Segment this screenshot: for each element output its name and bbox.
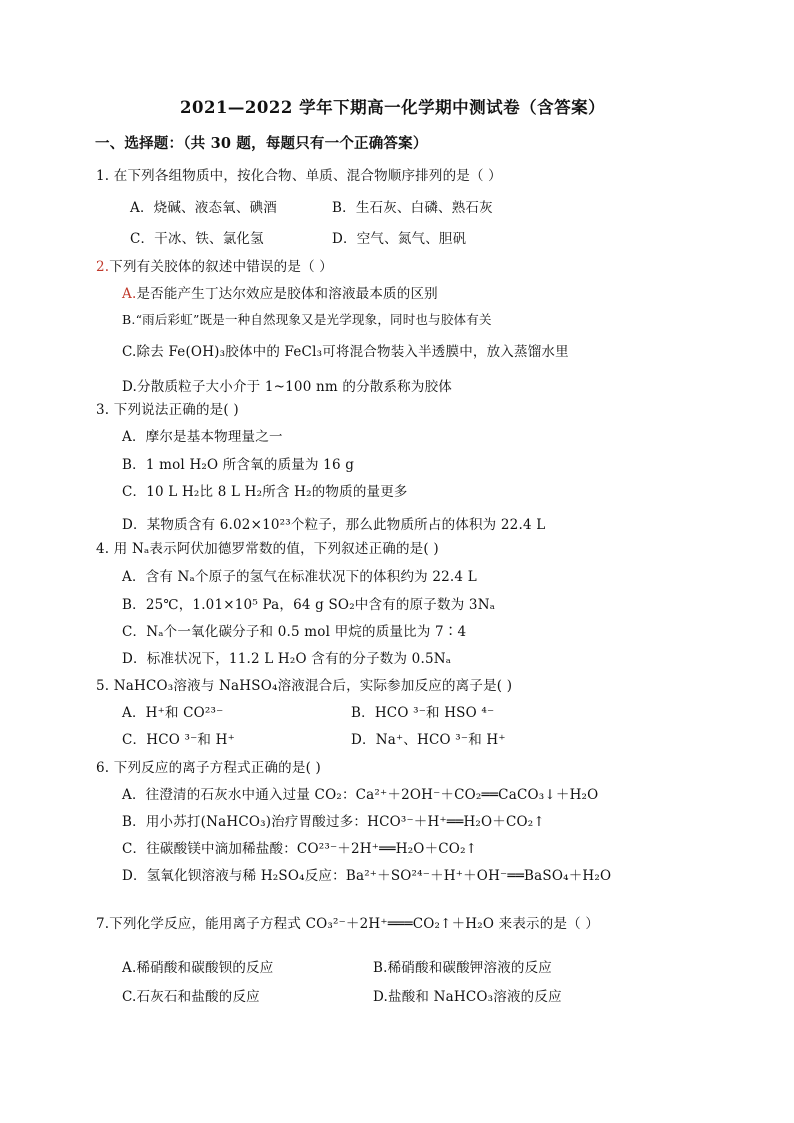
page-title: 2021—2022 学年下期高一化学期中测试卷（含答案）: [180, 98, 606, 117]
question-2-option-a-text: 是否能产生丁达尔效应是胶体和溶液最本质的区别: [136, 286, 438, 302]
question-2-option-c-text: 除去 Fe(OH)₃胶体中的 FeCl₃可将混合物装入半透膜中，放入蒸馏水里: [136, 344, 569, 360]
question-6-option-d: D．氢氧化钡溶液与稀 H₂SO₄反应：Ba²⁺＋SO²⁴⁻＋H⁺＋OH⁻══BaSO₄＋H₂O: [122, 868, 612, 884]
question-5-stem: 5. NaHCO₃溶液与 NaHSO₄溶液混合后，实际参加反应的离子是( ): [96, 678, 513, 694]
question-2-number: 2.: [96, 259, 110, 275]
question-2-stem: [96, 259, 333, 275]
question-3-option-b: B．1 mol H₂O 所含氧的质量为 16 g: [122, 457, 355, 473]
question-1-option-a: A．烧碱、液态氧、碘酒: [130, 200, 277, 216]
question-2-option-b-text: “雨后彩虹”既是一种自然现象又是光学现象，同时也与胶体有关: [135, 312, 492, 327]
section-heading: 一、选择题：（共 30 题，每题只有一个正确答案）: [95, 135, 428, 152]
question-1-option-c: C．干冰、铁、氯化氢: [130, 231, 264, 247]
question-7-option-d: D.盐酸和 NaHCO₃溶液的反应: [373, 989, 562, 1005]
question-4-option-c: C．Nₐ个一氧化碳分子和 0.5 mol 甲烷的质量比为 7∶4: [122, 624, 467, 640]
question-6-option-c: C．往碳酸镁中滴加稀盐酸：CO²³⁻＋2H⁺══H₂O＋CO₂↑: [122, 841, 478, 857]
question-5-option-b: B．HCO ³⁻和 HSO ⁴⁻: [351, 705, 495, 721]
question-3-option-d: D．某物质含有 6.02×10²³个粒子，那么此物质所占的体积为 22.4 L: [122, 517, 546, 533]
question-1-option-b: B．生石灰、白磷、熟石灰: [332, 200, 493, 216]
question-4-stem: 4. 用 Nₐ表示阿伏加德罗常数的值，下列叙述正确的是( ): [96, 541, 439, 557]
question-1-option-d: D．空气、氮气、胆矾: [332, 231, 467, 247]
question-4-option-a: A．含有 Nₐ个原子的氢气在标准状况下的体积约为 22.4 L: [122, 569, 477, 585]
question-2-option-a: [122, 286, 438, 302]
question-3-stem: 3. 下列说法正确的是( ): [96, 402, 239, 418]
question-7-option-a: A.稀硝酸和碳酸钡的反应: [122, 960, 274, 976]
question-2-option-a-letter: A.: [122, 286, 137, 302]
question-2-option-d-letter: D.: [122, 379, 138, 395]
question-7-option-b: B.稀硝酸和碳酸钾溶液的反应: [373, 960, 553, 976]
question-3-option-c: C．10 L H₂比 8 L H₂所含 H₂的物质的量更多: [122, 484, 408, 500]
question-5-option-c: C．HCO ³⁻和 H⁺: [122, 732, 235, 748]
question-2-option-b-letter: B.: [122, 312, 136, 327]
question-3-option-a: A．摩尔是基本物理量之一: [122, 429, 283, 445]
question-7-option-c: C.石灰石和盐酸的反应: [122, 989, 260, 1005]
question-1-stem: 1. 在下列各组物质中，按化合物、单质、混合物顺序排列的是（ ）: [96, 168, 502, 184]
question-6-option-a: A．往澄清的石灰水中通入过量 CO₂：Ca²⁺＋2OH⁻＋CO₂══CaCO₃↓＋H₂O: [122, 787, 599, 803]
question-4-option-b: B．25℃，1.01×10⁵ Pa，64 g SO₂中含有的原子数为 3Nₐ: [122, 597, 496, 613]
question-6-stem: 6. 下列反应的离子方程式正确的是( ): [96, 760, 321, 776]
question-5-option-d: D．Na⁺、HCO ³⁻和 H⁺: [351, 732, 506, 748]
question-2-text: 下列有关胶体的叙述中错误的是（ ）: [109, 259, 333, 275]
question-7-stem: 7.下列化学反应，能用离子方程式 CO₃²⁻＋2H⁺═══CO₂↑＋H₂O 来表示的是（ ）: [96, 916, 600, 932]
question-2-option-d-text: 分散质粒子大小介于 1~100 nm 的分散系称为胶体: [137, 379, 452, 395]
question-2-option-c-letter: C.: [122, 344, 137, 360]
question-2-option-b: [122, 312, 492, 328]
question-5-option-a: A．H⁺和 CO²³⁻: [122, 705, 224, 721]
question-6-option-b: B．用小苏打(NaHCO₃)治疗胃酸过多：HCO³⁻＋H⁺══H₂O＋CO₂↑: [122, 814, 545, 830]
question-2-option-d: [122, 379, 452, 395]
question-4-option-d: D．标准状况下，11.2 L H₂O 含有的分子数为 0.5Nₐ: [122, 651, 452, 667]
question-2-option-c: [122, 344, 569, 360]
